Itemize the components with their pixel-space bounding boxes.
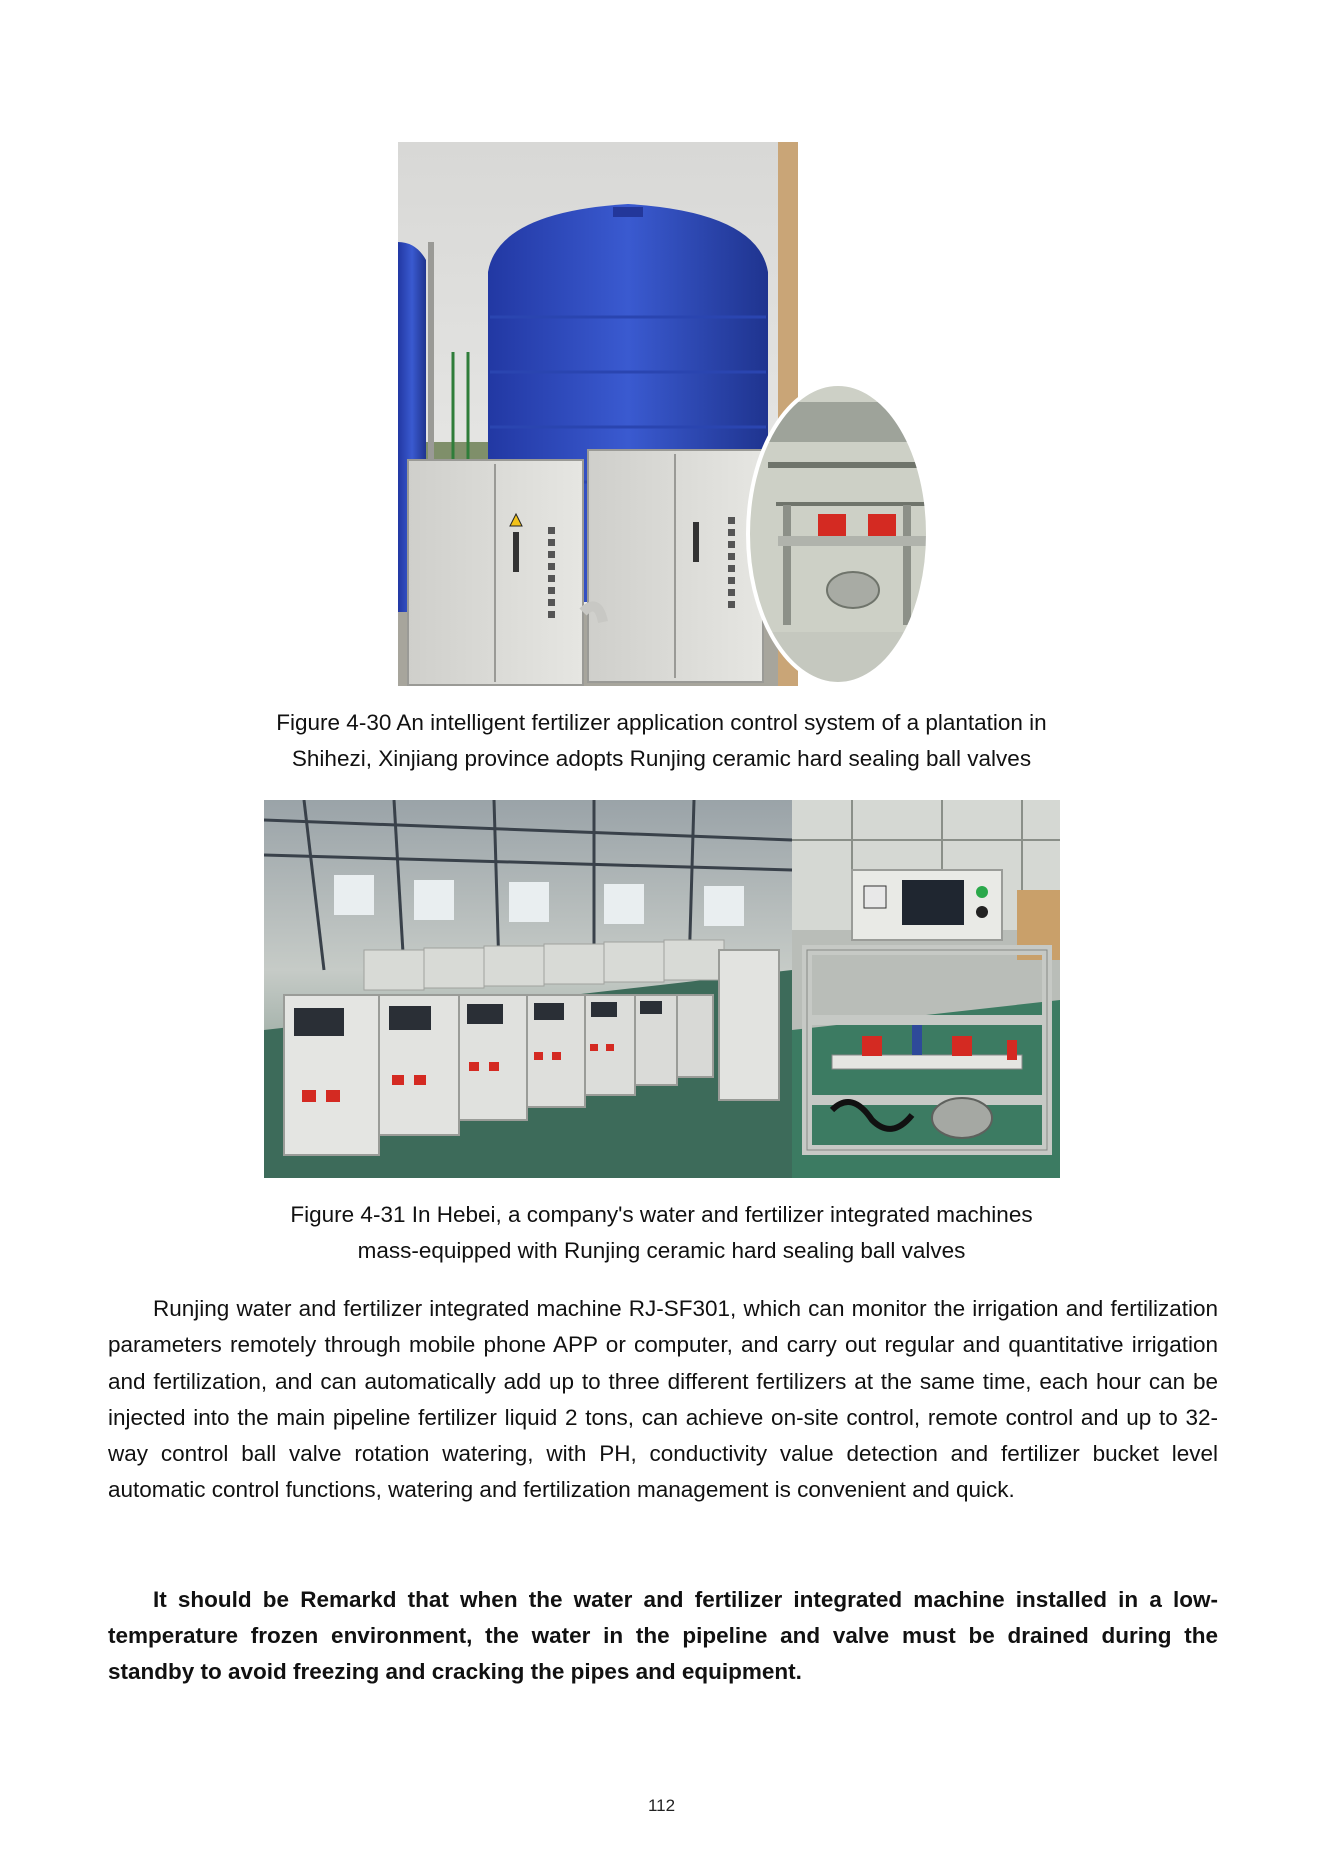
caption-line: Figure 4-31 In Hebei, a company's water and fertilizer integrated machines xyxy=(290,1202,1033,1227)
caption-line: Figure 4-30 An intelligent fertilizer application control system of a plantation in xyxy=(276,710,1047,735)
warning-note: It should be Remarkd that when the water and fertilizer integrated machine installed in a low-temperature frozen environment, the water in the pipeline and valve must be drained during the standby to avoid freezing and cracking the pipes and equipment. xyxy=(108,1587,1218,1684)
figure-4-31-caption xyxy=(0,1197,1323,1269)
body-paragraph: Runjing water and fertilizer integrated machine RJ-SF301, which can monitor the irrigation and fertilization parameters remotely through mobile phone APP or computer, and carry out regular and quantitative irrigation and fertilization, and can automatically add up to three different fertilizers at the same time, each hour can be injected into the main pipeline fertilizer liquid 2 tons, can achieve on-site control, remote control and up to 32-way control ball valve rotation watering, with PH, conductivity value detection and fertilizer bucket level automatic control functions, watering and fertilization management is convenient and quick. xyxy=(108,1296,1218,1503)
figure-4-31-machine-photo xyxy=(792,800,1060,1178)
page-number: 112 xyxy=(647,1796,676,1815)
caption-line: Shihezi, Xinjiang province adopts Runjing ceramic hard sealing ball valves xyxy=(291,746,1032,771)
caption-line: mass-equipped with Runjing ceramic hard sealing ball valves xyxy=(357,1238,966,1263)
figure-4-31-factory-photo xyxy=(264,800,792,1178)
figure-4-30-caption xyxy=(0,705,1323,777)
figure-4-30-photo xyxy=(398,142,926,686)
